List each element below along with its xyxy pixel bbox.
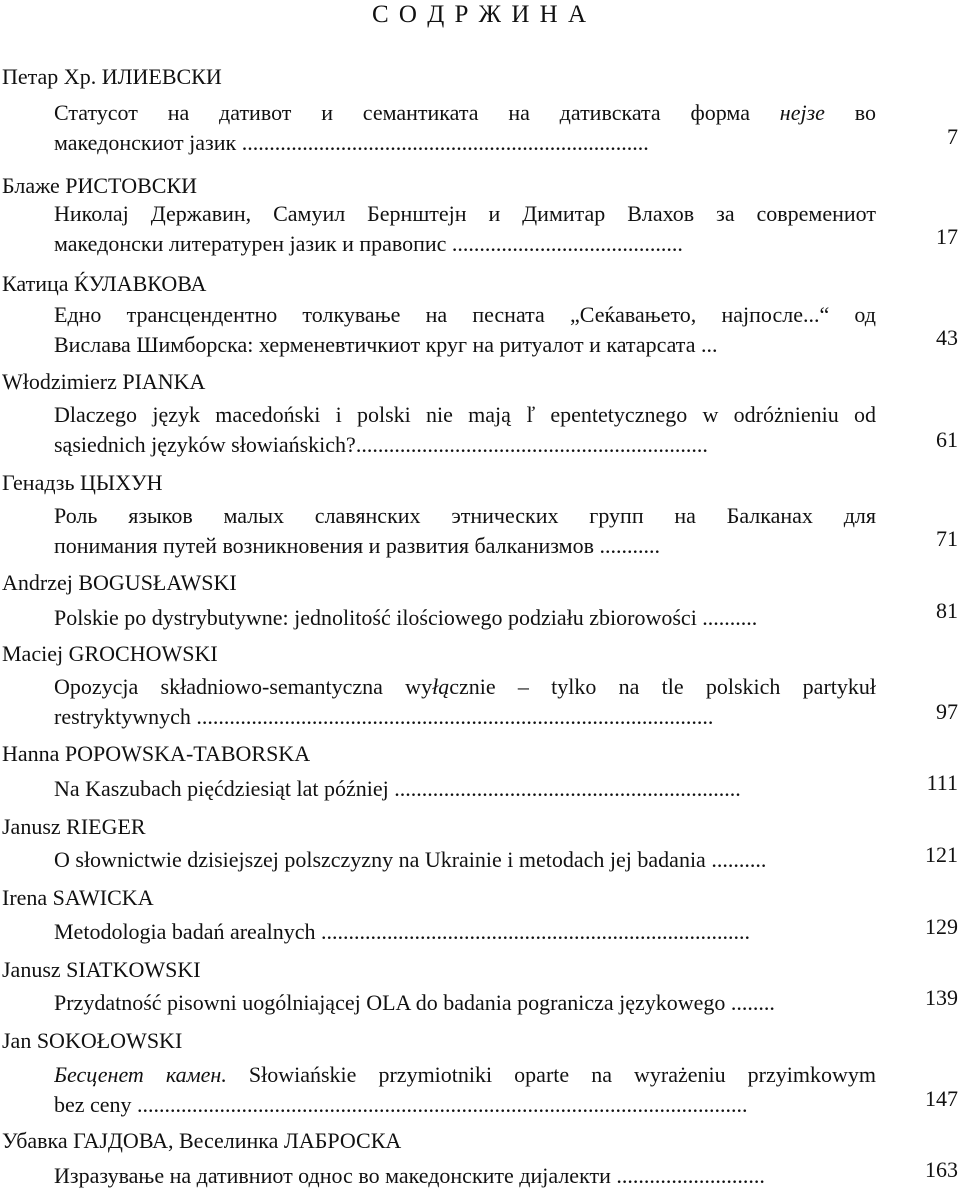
article-title[interactable] xyxy=(54,1060,876,1120)
page-number: 139 xyxy=(925,985,958,1010)
author-name: Janusz RIEGER xyxy=(2,814,146,839)
article-title[interactable] xyxy=(54,98,876,158)
article-title-line: Dlaczego język macedoński i polski nie mają ľ epentetycznego w odróżnieniu od xyxy=(54,402,876,427)
title-emphasis: Бесценет камен. xyxy=(54,1062,227,1087)
article-title-line: O słownictwie dzisiejszej polszczyzny na Ukrainie i metodach jej badania .......... xyxy=(54,847,767,872)
article-title-line xyxy=(54,98,876,128)
article-title[interactable] xyxy=(54,672,876,732)
article-title-line: Изразување на дативниот однос во македонските дијалекти ........................... xyxy=(54,1163,765,1188)
author-name: Hanna POPOWSKA-TABORSKA xyxy=(2,741,311,766)
author-name: Irena SAWICKA xyxy=(2,885,154,910)
page-number: 7 xyxy=(947,124,958,149)
article-title[interactable] xyxy=(54,988,876,1018)
article-title[interactable] xyxy=(54,774,876,804)
article-title-line: restryktywnych .............................................................................................. xyxy=(54,704,714,729)
author-name: Блаже РИСТОВСКИ xyxy=(2,173,198,198)
title-emphasis: нејзе xyxy=(779,100,825,125)
article-title-line: понимания путей возникновения и развития балканизмов ........... xyxy=(54,533,660,558)
article-title-line: bez ceny ............................................................................................................... xyxy=(54,1092,748,1117)
page-number: 147 xyxy=(925,1086,958,1111)
page-number: 81 xyxy=(936,598,958,623)
article-title-line xyxy=(54,672,876,702)
title-text: во xyxy=(824,100,876,125)
article-title[interactable] xyxy=(54,300,876,360)
article-title-line: sąsiednich języków słowiańskich?................................................................ xyxy=(54,432,708,457)
article-title-line: македонскиот јазик .......................................................................... xyxy=(54,130,649,155)
article-title[interactable] xyxy=(54,400,876,460)
article-title[interactable] xyxy=(54,1161,876,1191)
title-emphasis: łą xyxy=(432,674,450,699)
page-number: 111 xyxy=(926,770,958,795)
author-name: Jan SOKOŁOWSKI xyxy=(2,1028,183,1053)
article-title-line: македонски литературен јазик и правопис .......................................... xyxy=(54,231,683,256)
title-text: Статусот на дативот и семантиката на дативската форма xyxy=(54,100,780,125)
article-title[interactable] xyxy=(54,845,876,875)
article-title-line: Na Kaszubach pięćdziesiąt lat później ............................................................... xyxy=(54,776,741,801)
article-title[interactable] xyxy=(54,603,876,633)
title-text: cznie – tylko na tle polskich partykuł xyxy=(449,674,876,699)
title-text: Słowiańskie przymiotniki oparte na wyrażeniu przyimkowym xyxy=(226,1062,876,1087)
page-number: 121 xyxy=(925,842,958,867)
article-title-line: Николај Державин, Самуил Бернштејн и Димитар Влахов за современиот xyxy=(54,201,876,226)
article-title[interactable] xyxy=(54,917,876,947)
title-text: Opozycja składniowo-semantyczna wy xyxy=(54,674,433,699)
article-title-line: Вислава Шимборска: херменевтичкиот круг на ритуалот и катарсата ... xyxy=(54,332,718,357)
author-name: Петар Хр. ИЛИЕВСКИ xyxy=(2,64,222,89)
page-number: 97 xyxy=(936,699,958,724)
page-number: 71 xyxy=(936,526,958,551)
author-name: Andrzej BOGUSŁAWSKI xyxy=(2,570,237,595)
article-title-line: Przydatność pisowni uogólniającej OLA do badania pogranicza językowego ........ xyxy=(54,990,775,1015)
author-name: Катица ЌУЛАВКОВА xyxy=(2,271,207,296)
page-number: 43 xyxy=(936,325,958,350)
author-name: Włodzimierz PIANKA xyxy=(2,369,206,394)
page-number: 163 xyxy=(925,1157,958,1182)
author-name: Janusz SIATKOWSKI xyxy=(2,957,201,982)
article-title-line: Едно трансцендентно толкување на песната „Сеќавањето, најпосле...“ од xyxy=(54,302,876,327)
author-name: Maciej GROCHOWSKI xyxy=(2,641,218,666)
page-number: 61 xyxy=(936,427,958,452)
article-title[interactable] xyxy=(54,501,876,561)
author-name: Генадзь ЦЫХУН xyxy=(2,470,163,495)
page-number: 129 xyxy=(925,914,958,939)
article-title-line: Роль языков малых славянских этнических групп на Балканах для xyxy=(54,503,876,528)
article-title-line: Polskie po dystrybutywne: jednolitość ilościowego podziału zbiorowości .......... xyxy=(54,605,758,630)
author-name: Убавка ГАЈДОВА, Веселинка ЛАБРОСКА xyxy=(2,1128,402,1153)
page-title: С О Д Р Ж И Н А xyxy=(372,1,588,28)
article-title-line: Metodologia badań arealnych .............................................................................. xyxy=(54,919,750,944)
article-title[interactable] xyxy=(54,199,876,259)
page-number: 17 xyxy=(936,224,958,249)
article-title-line xyxy=(54,1060,876,1090)
